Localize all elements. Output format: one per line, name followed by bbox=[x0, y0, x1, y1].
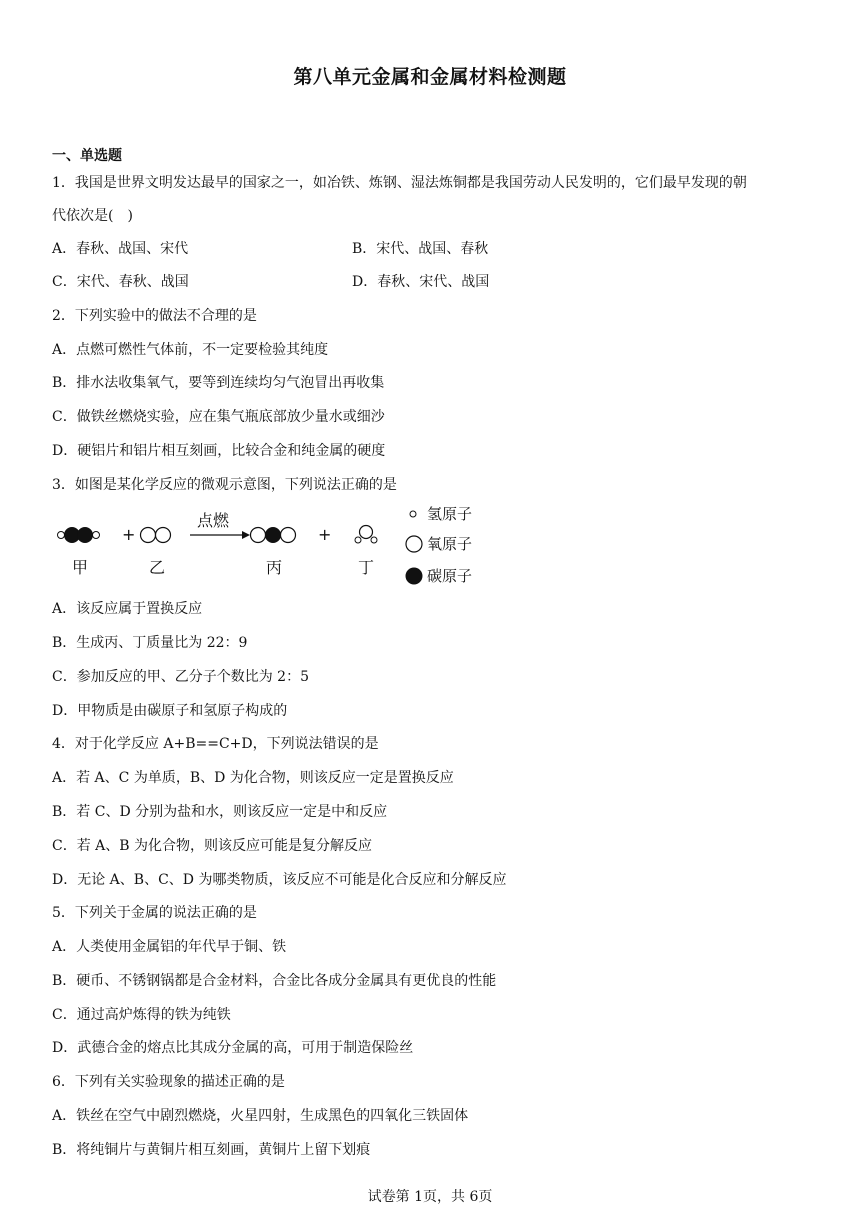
section-heading: 一、单选题 bbox=[52, 148, 122, 164]
q2-option-b: B．排水法收集氧气，要等到连续均匀气泡冒出再收集 bbox=[52, 375, 385, 391]
reaction-diagram bbox=[52, 504, 492, 590]
page-title: 第八单元金属和金属材料检测题 bbox=[293, 66, 567, 88]
molecule-ding bbox=[355, 526, 377, 544]
q5-option-c: C．通过高炉炼得的铁为纯铁 bbox=[52, 1007, 231, 1023]
legend bbox=[406, 505, 473, 585]
q6-stem: 6．下列有关实验现象的描述正确的是 bbox=[52, 1074, 285, 1090]
molecule-bing bbox=[251, 527, 296, 543]
q6-option-a: A．铁丝在空气中剧烈燃烧，火星四射，生成黑色的四氧化三铁固体 bbox=[52, 1108, 469, 1124]
condition-text: 点燃 bbox=[197, 511, 230, 530]
label-ding: 丁 bbox=[358, 558, 375, 577]
q2-option-c: C．做铁丝燃烧实验，应在集气瓶底部放少量水或细沙 bbox=[52, 409, 385, 425]
q4-option-a: A．若 A、C 为单质，B、D 为化合物，则该反应一定是置换反应 bbox=[52, 770, 454, 786]
q3-option-b: B．生成丙、丁质量比为 22：9 bbox=[52, 635, 248, 651]
q1-option-d: D．春秋、宋代、战国 bbox=[352, 274, 490, 290]
page-footer: 试卷第 1页，共 6页 bbox=[367, 1189, 493, 1205]
q4-stem: 4．对于化学反应 A+B==C+D，下列说法错误的是 bbox=[52, 736, 379, 752]
legend-carbon: 碳原子 bbox=[427, 567, 473, 585]
q5-option-d: D．武德合金的熔点比其成分金属的高，可用于制造保险丝 bbox=[52, 1040, 414, 1056]
q3-stem: 3．如图是某化学反应的微观示意图，下列说法正确的是 bbox=[52, 477, 397, 493]
plus-sign-1: + bbox=[122, 525, 136, 544]
label-jia: 甲 bbox=[72, 558, 89, 577]
q2-option-a: A．点燃可燃性气体前，不一定要检验其纯度 bbox=[52, 342, 329, 358]
q1-stem-line2: 代依次是( ) bbox=[52, 208, 133, 224]
q1-option-b: B．宋代、战国、春秋 bbox=[352, 241, 489, 257]
q6-option-b: B．将纯铜片与黄铜片相互刻画，黄铜片上留下划痕 bbox=[52, 1142, 371, 1158]
q4-option-c: C．若 A、B 为化合物，则该反应可能是复分解反应 bbox=[52, 838, 373, 854]
q4-option-d: D．无论 A、B、C、D 为哪类物质，该反应不可能是化合反应和分解反应 bbox=[52, 872, 507, 888]
q2-stem: 2．下列实验中的做法不合理的是 bbox=[52, 308, 257, 324]
arrow-head-icon bbox=[242, 531, 250, 539]
label-bing: 丙 bbox=[266, 558, 283, 577]
legend-hydrogen: 氢原子 bbox=[427, 505, 473, 523]
q5-stem: 5．下列关于金属的说法正确的是 bbox=[52, 905, 257, 921]
plus-sign-2: + bbox=[318, 525, 332, 544]
q4-option-b: B．若 C、D 分别为盐和水，则该反应一定是中和反应 bbox=[52, 804, 388, 820]
molecule-jia bbox=[58, 527, 100, 543]
molecule-yi bbox=[141, 528, 171, 543]
q5-option-b: B．硬币、不锈钢锅都是合金材料，合金比各成分金属具有更优良的性能 bbox=[52, 973, 497, 989]
q1-stem-line1: 1．我国是世界文明发达最早的国家之一，如冶铁、炼钢、湿法炼铜都是我国劳动人民发明的，它们最早发现的朝 bbox=[52, 175, 747, 191]
q3-option-a: A．该反应属于置换反应 bbox=[52, 601, 203, 617]
label-yi: 乙 bbox=[149, 558, 166, 577]
q1-option-a: A．春秋、战国、宋代 bbox=[52, 241, 189, 257]
q1-option-c: C．宋代、春秋、战国 bbox=[52, 274, 189, 290]
q3-option-c: C．参加反应的甲、乙分子个数比为 2：5 bbox=[52, 669, 309, 685]
q3-option-d: D．甲物质是由碳原子和氢原子构成的 bbox=[52, 703, 288, 719]
legend-oxygen: 氧原子 bbox=[427, 535, 473, 553]
q2-option-d: D．硬铝片和铝片相互刻画，比较合金和纯金属的硬度 bbox=[52, 443, 386, 459]
q5-option-a: A．人类使用金属铝的年代早于铜、铁 bbox=[52, 939, 287, 955]
